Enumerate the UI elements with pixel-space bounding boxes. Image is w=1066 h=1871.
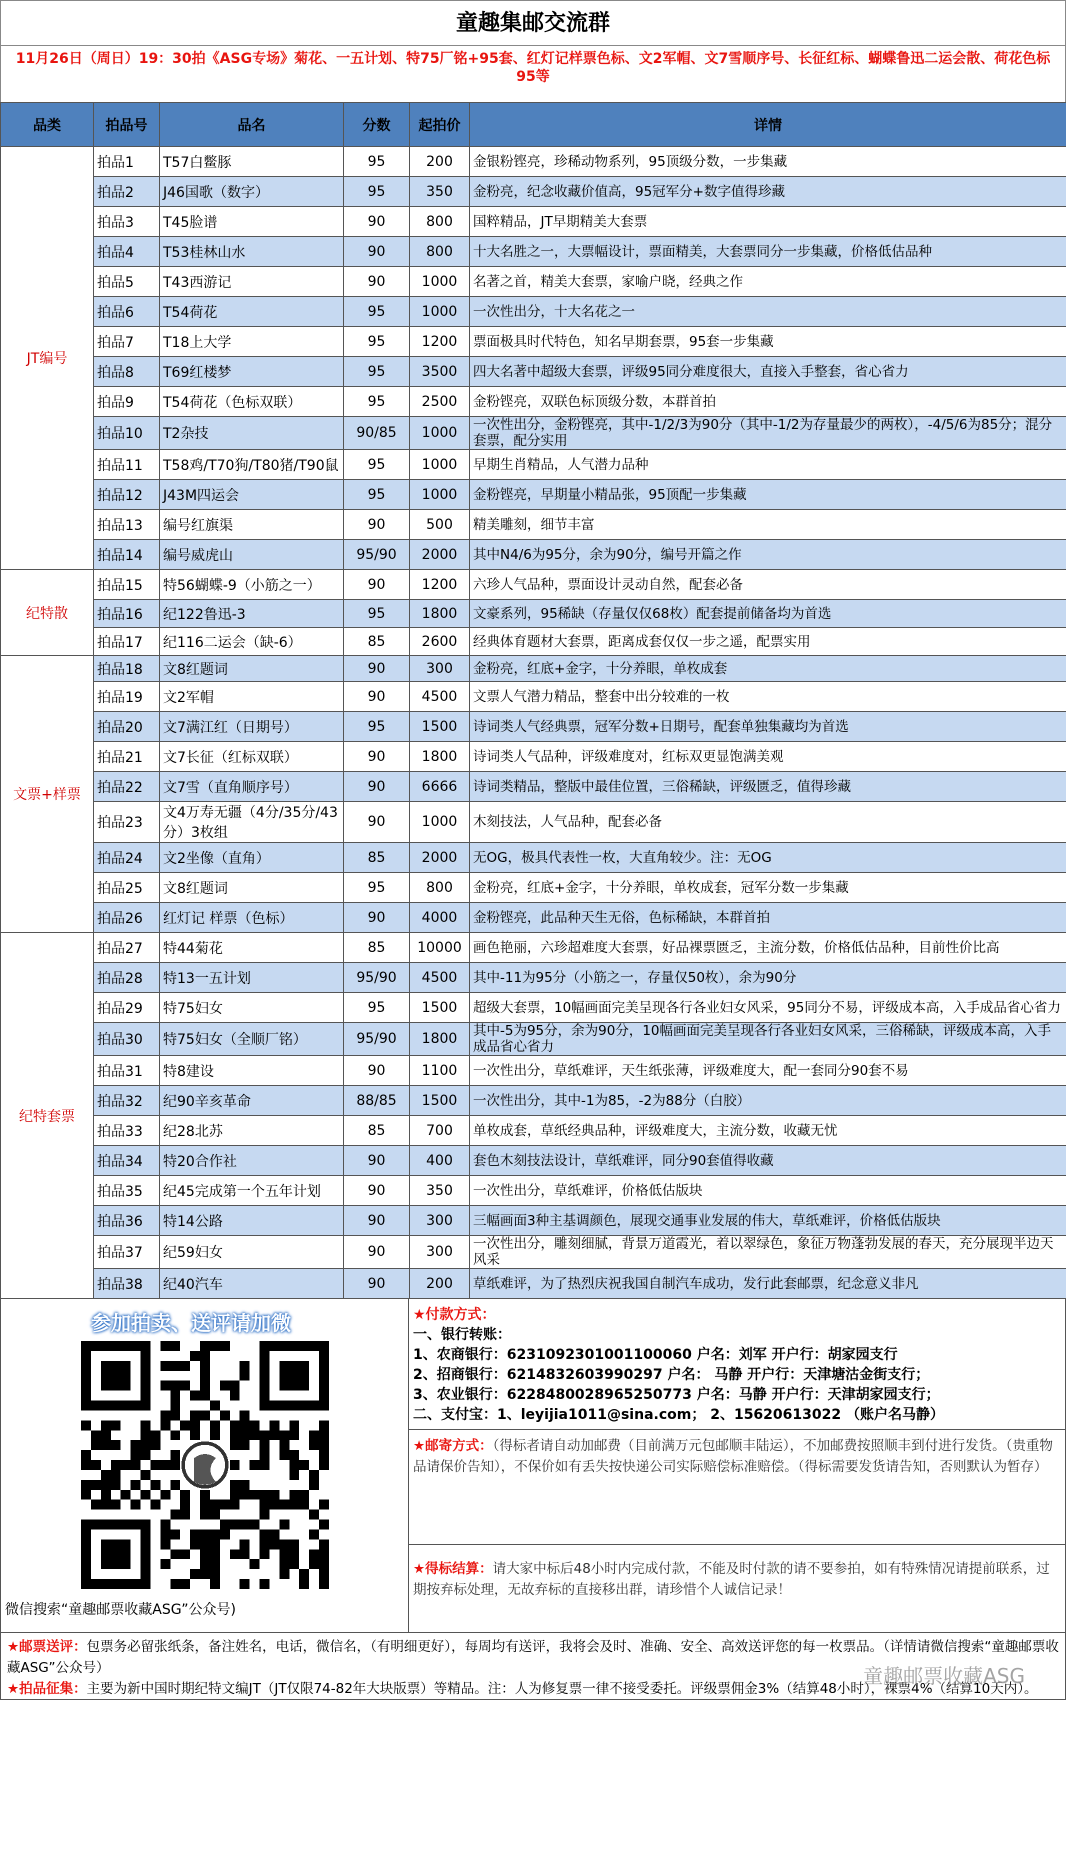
detail-cell: 经典体育题材大套票，距离成套仅仅一步之遥，配票实用 <box>470 628 1066 656</box>
watermark: 童趣邮票收藏ASG <box>863 1664 1025 1688</box>
name-cell: 特14公路 <box>160 1206 344 1236</box>
table-row <box>1 387 1066 417</box>
detail-cell: 十大名胜之一，大票幅设计，票面精美，大套票同分一步集藏，价格低估品种 <box>470 237 1066 267</box>
start-price-cell: 1500 <box>410 1086 470 1116</box>
start-price-cell: 1800 <box>410 742 470 772</box>
lot-cell: 拍品24 <box>94 843 160 873</box>
start-price-cell: 200 <box>410 1269 470 1299</box>
table-row <box>1 147 1066 177</box>
start-price-cell: 10000 <box>410 933 470 963</box>
start-price-cell: 300 <box>410 656 470 682</box>
settlement-label: ★得标结算： <box>413 1561 493 1577</box>
start-price-cell: 800 <box>410 873 470 903</box>
table-row <box>1 327 1066 357</box>
table-row <box>1 1086 1066 1116</box>
score-cell: 90 <box>344 1146 410 1176</box>
start-price-cell: 2600 <box>410 628 470 656</box>
collect-label: ★拍品征集： <box>7 1681 87 1697</box>
lot-cell: 拍品22 <box>94 772 160 802</box>
name-cell: J46国歌（数字） <box>160 177 344 207</box>
lot-cell: 拍品17 <box>94 628 160 656</box>
lot-cell: 拍品13 <box>94 510 160 540</box>
qr-section <box>1 1299 409 1633</box>
mailing-text: （得标者请自动加邮费（目前满万元包邮顺丰陆运），不加邮费按照顺丰到付进行发货。（贵重物品请保价告知），不保价如有丢失按快递公司实际赔偿标准赔偿。（得标需要发货请告知，否则默认为暂存） <box>413 1438 1053 1475</box>
mailing-label: ★邮寄方式： <box>413 1438 493 1454</box>
start-price-cell: 300 <box>410 1236 470 1269</box>
score-cell: 85 <box>344 843 410 873</box>
category-cell: JT编号 <box>1 147 94 570</box>
name-cell: 红灯记 样票（色标） <box>160 903 344 933</box>
payment-line: 二、支付宝：1、leyijia1011@sina.com； 2、15620613022 （账户名马静） <box>413 1407 944 1423</box>
detail-cell: 三幅画面3种主基调颜色，展现交通事业发展的伟大，草纸难评，价格低估版块 <box>470 1206 1066 1236</box>
name-cell: T2杂技 <box>160 417 344 450</box>
name-cell: T58鸡/T70狗/T80猪/T90鼠 <box>160 450 344 480</box>
name-cell: 文7雪（直角顺序号） <box>160 772 344 802</box>
detail-cell: 金粉铿亮，双联色标顶级分数，本群首拍 <box>470 387 1066 417</box>
name-cell: 特75妇女（全顺厂铭） <box>160 1023 344 1056</box>
lot-cell: 拍品27 <box>94 933 160 963</box>
start-price-cell: 4500 <box>410 682 470 712</box>
start-price-cell: 2000 <box>410 843 470 873</box>
category-cell: 纪特散 <box>1 570 94 656</box>
table-row <box>1 540 1066 570</box>
start-price-cell: 2500 <box>410 387 470 417</box>
score-cell: 95 <box>344 712 410 742</box>
lot-cell: 拍品2 <box>94 177 160 207</box>
score-cell: 95 <box>344 873 410 903</box>
score-cell: 95/90 <box>344 963 410 993</box>
start-price-cell: 500 <box>410 510 470 540</box>
mailing-section <box>409 1430 1065 1545</box>
detail-cell: 一次性出分，其中-1为85，-2为88分（白胶） <box>470 1086 1066 1116</box>
start-price-cell: 4000 <box>410 903 470 933</box>
col-detail: 详情 <box>470 103 1066 147</box>
start-price-cell: 200 <box>410 147 470 177</box>
detail-cell: 一次性出分，金粉铿亮，其中-1/2/3为90分（其中-1/2为存量最少的两枚），-4/5/6为85分；混分套票，配分实用 <box>470 417 1066 450</box>
name-cell: T57白鳖豚 <box>160 147 344 177</box>
detail-cell: 四大名著中超级大套票，评级95同分难度很大，直接入手整套，省心省力 <box>470 357 1066 387</box>
lot-cell: 拍品6 <box>94 297 160 327</box>
detail-cell: 一次性出分，十大名花之一 <box>470 297 1066 327</box>
score-cell: 95 <box>344 297 410 327</box>
wechat-search-line: 微信搜索“童趣邮票收藏ASG”公众号) <box>5 1602 236 1618</box>
table-row <box>1 802 1066 843</box>
score-cell: 90 <box>344 207 410 237</box>
lot-cell: 拍品19 <box>94 682 160 712</box>
table-row <box>1 510 1066 540</box>
start-price-cell: 350 <box>410 177 470 207</box>
start-price-cell: 1800 <box>410 600 470 628</box>
table-row <box>1 267 1066 297</box>
start-price-cell: 1000 <box>410 802 470 843</box>
settlement-section <box>409 1545 1065 1633</box>
name-cell: 编号红旗渠 <box>160 510 344 540</box>
start-price-cell: 350 <box>410 1176 470 1206</box>
start-price-cell: 4500 <box>410 963 470 993</box>
payment-line: 1、农商银行：6231092301001100060 户名：刘军 开户行：胡家园支行 <box>413 1347 898 1363</box>
lot-cell: 拍品23 <box>94 802 160 843</box>
table-row <box>1 712 1066 742</box>
score-cell: 90 <box>344 570 410 600</box>
name-cell: 特56蝴蝶-9（小筋之一） <box>160 570 344 600</box>
table-row <box>1 1269 1066 1299</box>
table-row <box>1 903 1066 933</box>
table-row <box>1 1146 1066 1176</box>
name-cell: 特8建设 <box>160 1056 344 1086</box>
detail-cell: 文票人气潜力精品，整套中出分较难的一枚 <box>470 682 1066 712</box>
detail-cell: 一次性出分，草纸难评，价格低估版块 <box>470 1176 1066 1206</box>
start-price-cell: 1000 <box>410 450 470 480</box>
start-price-cell: 6666 <box>410 772 470 802</box>
lot-cell: 拍品20 <box>94 712 160 742</box>
col-category: 品类 <box>1 103 94 147</box>
detail-cell: 诗词类精品，整版中最佳位置，三俗稀缺，评级匮乏，值得珍藏 <box>470 772 1066 802</box>
score-cell: 95 <box>344 450 410 480</box>
review-text: 包票务必留张纸条，备注姓名，电话，微信名，（有明细更好），每周均有送评，我将会及时、准确、安全、高效送评您的每一枚票品。（详情请微信搜索“童趣邮票收藏ASG”公众号） <box>7 1639 1059 1676</box>
detail-cell: 金粉亮，纪念收藏价值高，95冠军分+数字值得珍藏 <box>470 177 1066 207</box>
lot-cell: 拍品31 <box>94 1056 160 1086</box>
score-cell: 95/90 <box>344 540 410 570</box>
name-cell: T54荷花 <box>160 297 344 327</box>
qr-code-icon[interactable] <box>81 1341 329 1589</box>
name-cell: 文8红题词 <box>160 656 344 682</box>
score-cell: 85 <box>344 628 410 656</box>
score-cell: 95 <box>344 993 410 1023</box>
score-cell: 85 <box>344 1116 410 1146</box>
start-price-cell: 800 <box>410 237 470 267</box>
name-cell: T43西游记 <box>160 267 344 297</box>
score-cell: 88/85 <box>344 1086 410 1116</box>
name-cell: 特13一五计划 <box>160 963 344 993</box>
detail-cell: 超级大套票，10幅画面完美呈现各行各业妇女风采，95同分不易，评级成本高，入手成品省心省力 <box>470 993 1066 1023</box>
table-row <box>1 1023 1066 1056</box>
name-cell: 纪90辛亥革命 <box>160 1086 344 1116</box>
score-cell: 95 <box>344 480 410 510</box>
table-row <box>1 480 1066 510</box>
table-row <box>1 237 1066 267</box>
collect-text: 主要为新中国时期纪特文编JT（JT仅限74-82年大块版票）等精品。注：人为修复票一律不接受委托。评级票佣金3%（结算48小时），裸票4%（结算10天内）。 <box>86 1681 1038 1697</box>
score-cell: 90 <box>344 1056 410 1086</box>
payment-line: 3、农业银行：6228480028965250773 户名：马静 开户行：天津胡家园支行； <box>413 1387 940 1403</box>
name-cell: J43M四运会 <box>160 480 344 510</box>
detail-cell: 其中-5为95分，余为90分，10幅画面完美呈现各行各业妇女风采，三俗稀缺，评级成本高，入手成品省心省力 <box>470 1023 1066 1056</box>
lot-cell: 拍品28 <box>94 963 160 993</box>
table-body <box>1 147 1066 1299</box>
lot-cell: 拍品10 <box>94 417 160 450</box>
start-price-cell: 1800 <box>410 1023 470 1056</box>
score-cell: 90 <box>344 267 410 297</box>
score-cell: 90 <box>344 682 410 712</box>
detail-cell: 无OG，极具代表性一枚，大直角较少。注：无OG <box>470 843 1066 873</box>
lot-cell: 拍品1 <box>94 147 160 177</box>
name-cell: T53桂林山水 <box>160 237 344 267</box>
payment-label: ★付款方式： <box>413 1307 496 1323</box>
start-price-cell: 3500 <box>410 357 470 387</box>
score-cell: 90 <box>344 802 410 843</box>
lot-cell: 拍品3 <box>94 207 160 237</box>
detail-cell: 画色艳丽，六珍超难度大套票，好品裸票匮乏，主流分数，价格低估品种，目前性价比高 <box>470 933 1066 963</box>
detail-cell: 诗词类人气经典票，冠军分数+日期号，配套单独集藏均为首选 <box>470 712 1066 742</box>
start-price-cell: 1100 <box>410 1056 470 1086</box>
page-title: 童趣集邮交流群 <box>0 0 1066 46</box>
name-cell: 纪122鲁迅-3 <box>160 600 344 628</box>
name-cell: 纪116二运会（缺-6） <box>160 628 344 656</box>
lot-cell: 拍品15 <box>94 570 160 600</box>
lot-cell: 拍品18 <box>94 656 160 682</box>
table-row <box>1 656 1066 682</box>
name-cell: 文2军帽 <box>160 682 344 712</box>
start-price-cell: 1000 <box>410 417 470 450</box>
name-cell: 编号威虎山 <box>160 540 344 570</box>
start-price-cell: 1000 <box>410 480 470 510</box>
name-cell: 纪59妇女 <box>160 1236 344 1269</box>
start-price-cell: 1200 <box>410 570 470 600</box>
table-row <box>1 357 1066 387</box>
lot-cell: 拍品8 <box>94 357 160 387</box>
table-row <box>1 963 1066 993</box>
auction-table <box>0 102 1066 1299</box>
score-cell: 90 <box>344 237 410 267</box>
name-cell: 文7满江红（日期号） <box>160 712 344 742</box>
payment-section <box>409 1299 1065 1430</box>
table-row <box>1 450 1066 480</box>
score-cell: 95 <box>344 600 410 628</box>
lot-cell: 拍品4 <box>94 237 160 267</box>
lot-cell: 拍品21 <box>94 742 160 772</box>
score-cell: 85 <box>344 933 410 963</box>
lot-cell: 拍品25 <box>94 873 160 903</box>
lot-cell: 拍品32 <box>94 1086 160 1116</box>
score-cell: 90 <box>344 1236 410 1269</box>
table-row <box>1 1176 1066 1206</box>
name-cell: 文2坐像（直角） <box>160 843 344 873</box>
payment-line: 一、银行转账： <box>413 1327 511 1343</box>
score-cell: 95 <box>344 147 410 177</box>
lot-cell: 拍品35 <box>94 1176 160 1206</box>
lot-cell: 拍品34 <box>94 1146 160 1176</box>
score-cell: 90 <box>344 772 410 802</box>
score-cell: 90 <box>344 1269 410 1299</box>
lot-cell: 拍品37 <box>94 1236 160 1269</box>
detail-cell: 名著之首，精美大套票，家喻户晓，经典之作 <box>470 267 1066 297</box>
lot-cell: 拍品5 <box>94 267 160 297</box>
settlement-text: 请大家中标后48小时内完成付款，不能及时付款的请不要参拍，如有特殊情况请提前联系，过期按弃标处理，无故弃标的直接移出群，请珍惜个人诚信记录！ <box>413 1561 1050 1598</box>
detail-cell: 金粉亮，红底+金字，十分养眼，单枚成套，冠军分数一步集藏 <box>470 873 1066 903</box>
detail-cell: 一次性出分，草纸难评，天生纸张薄，评级难度大，配一套同分90套不易 <box>470 1056 1066 1086</box>
start-price-cell: 2000 <box>410 540 470 570</box>
name-cell: 文7长征（红标双联） <box>160 742 344 772</box>
name-cell: T54荷花（色标双联） <box>160 387 344 417</box>
lot-cell: 拍品38 <box>94 1269 160 1299</box>
name-cell: 纪28北苏 <box>160 1116 344 1146</box>
detail-cell: 套色木刻技法设计，草纸难评，同分90套值得收藏 <box>470 1146 1066 1176</box>
name-cell: 特75妇女 <box>160 993 344 1023</box>
table-row <box>1 1116 1066 1146</box>
lot-cell: 拍品26 <box>94 903 160 933</box>
col-score: 分数 <box>344 103 410 147</box>
table-row <box>1 600 1066 628</box>
start-price-cell: 800 <box>410 207 470 237</box>
detail-cell: 金银粉铿亮，珍稀动物系列，95顶级分数，一步集藏 <box>470 147 1066 177</box>
table-row <box>1 682 1066 712</box>
score-cell: 90/85 <box>344 417 410 450</box>
lot-cell: 拍品29 <box>94 993 160 1023</box>
table-row <box>1 417 1066 450</box>
start-price-cell: 1200 <box>410 327 470 357</box>
col-start: 起拍价 <box>410 103 470 147</box>
score-cell: 90 <box>344 1176 410 1206</box>
score-cell: 90 <box>344 510 410 540</box>
score-cell: 90 <box>344 1206 410 1236</box>
detail-cell: 一次性出分，雕刻细腻，背景万道霞光，着以翠绿色，象征万物蓬勃发展的春天，充分展现半边天风采 <box>470 1236 1066 1269</box>
name-cell: 特20合作社 <box>160 1146 344 1176</box>
table-row <box>1 297 1066 327</box>
detail-cell: 草纸难评，为了热烈庆祝我国自制汽车成功，发行此套邮票，纪念意义非凡 <box>470 1269 1066 1299</box>
name-cell: 文4万寿无疆（4分/35分/43分）3枚组 <box>160 802 344 843</box>
lot-cell: 拍品30 <box>94 1023 160 1056</box>
detail-cell: 票面极具时代特色，知名早期套票，95套一步集藏 <box>470 327 1066 357</box>
name-cell: 纪45完成第一个五年计划 <box>160 1176 344 1206</box>
table-row <box>1 873 1066 903</box>
table-row <box>1 843 1066 873</box>
start-price-cell: 400 <box>410 1146 470 1176</box>
detail-cell: 单枚成套，草纸经典品种，评级难度大，主流分数，收藏无忧 <box>470 1116 1066 1146</box>
name-cell: 特44菊花 <box>160 933 344 963</box>
start-price-cell: 1500 <box>410 712 470 742</box>
name-cell: T69红楼梦 <box>160 357 344 387</box>
score-cell: 95 <box>344 357 410 387</box>
table-row <box>1 628 1066 656</box>
score-cell: 95/90 <box>344 1023 410 1056</box>
start-price-cell: 1500 <box>410 993 470 1023</box>
detail-cell: 其中-11为95分（小筋之一，存量仅50枚），余为90分 <box>470 963 1066 993</box>
review-label: ★邮票送评： <box>7 1639 87 1655</box>
table-row <box>1 772 1066 802</box>
detail-cell: 其中N4/6为95分，余为90分，编号开篇之作 <box>470 540 1066 570</box>
payment-line: 2、招商银行：6214832603990297 户名： 马静 开户行：天津塘沽金街支行； <box>413 1367 930 1383</box>
lot-cell: 拍品36 <box>94 1206 160 1236</box>
lot-cell: 拍品12 <box>94 480 160 510</box>
score-cell: 90 <box>344 903 410 933</box>
table-row <box>1 177 1066 207</box>
detail-cell: 金粉亮，红底+金字，十分养眼，单枚成套 <box>470 656 1066 682</box>
name-cell: 文8红题词 <box>160 873 344 903</box>
lot-cell: 拍品14 <box>94 540 160 570</box>
lot-cell: 拍品9 <box>94 387 160 417</box>
score-cell: 95 <box>344 327 410 357</box>
detail-cell: 精美雕刻，细节丰富 <box>470 510 1066 540</box>
name-cell: 纪40汽车 <box>160 1269 344 1299</box>
col-name: 品名 <box>160 103 344 147</box>
detail-cell: 早期生肖精品，人气潜力品种 <box>470 450 1066 480</box>
table-row <box>1 1236 1066 1269</box>
table-row <box>1 993 1066 1023</box>
table-row <box>1 933 1066 963</box>
table-row <box>1 1206 1066 1236</box>
table-row <box>1 1056 1066 1086</box>
category-cell: 纪特套票 <box>1 933 94 1299</box>
detail-cell: 诗词类人气品种，评级难度对，红标双更显饱满美观 <box>470 742 1066 772</box>
start-price-cell: 700 <box>410 1116 470 1146</box>
info-panel <box>0 1299 1066 1633</box>
score-cell: 90 <box>344 656 410 682</box>
col-lot: 拍品号 <box>94 103 160 147</box>
lot-cell: 拍品7 <box>94 327 160 357</box>
qr-heading: 参加拍卖、送评请加微 <box>91 1311 291 1335</box>
detail-cell: 金粉铿亮，此品种天生无俗，色标稀缺，本群首拍 <box>470 903 1066 933</box>
lot-cell: 拍品33 <box>94 1116 160 1146</box>
lot-cell: 拍品11 <box>94 450 160 480</box>
detail-cell: 木刻技法，人气品种，配套必备 <box>470 802 1066 843</box>
table-row <box>1 207 1066 237</box>
name-cell: T18上大学 <box>160 327 344 357</box>
table-row <box>1 570 1066 600</box>
auction-subtitle: 11月26日（周日）19：30拍《ASG专场》菊花、一五计划、特75厂铭+95套、红灯记样票色标、文2军帽、文7雪顺序号、长征红标、蝴蝶鲁迅二运会散、荷花色标95等 <box>0 46 1066 102</box>
detail-cell: 六珍人气品种，票面设计灵动自然，配套必备 <box>470 570 1066 600</box>
detail-cell: 国粹精品，JT早期精美大套票 <box>470 207 1066 237</box>
detail-cell: 金粉铿亮，早期量小精品张，95顶配一步集藏 <box>470 480 1066 510</box>
score-cell: 95 <box>344 177 410 207</box>
detail-cell: 文豪系列，95稀缺（存量仅仅68枚）配套提前储备均为首选 <box>470 600 1066 628</box>
name-cell: T45脸谱 <box>160 207 344 237</box>
footer <box>0 1633 1066 1700</box>
start-price-cell: 1000 <box>410 297 470 327</box>
start-price-cell: 300 <box>410 1206 470 1236</box>
start-price-cell: 1000 <box>410 267 470 297</box>
table-header-row <box>1 103 1066 147</box>
lot-cell: 拍品16 <box>94 600 160 628</box>
score-cell: 95 <box>344 387 410 417</box>
table-row <box>1 742 1066 772</box>
category-cell: 文票+样票 <box>1 656 94 933</box>
score-cell: 90 <box>344 742 410 772</box>
